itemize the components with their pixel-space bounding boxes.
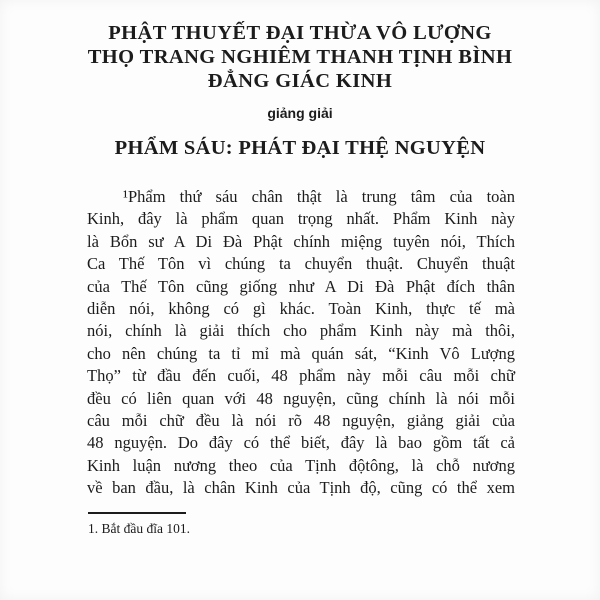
body-text-line: Thọ” từ đầu đến cuối, 48 phẩm này mỗi câu mỗi chữ <box>87 366 515 386</box>
body-text-line: về ban đầu, là chân Kinh của Tịnh độ, cũng có thể xem <box>87 478 515 498</box>
body-text-line: ¹Phẩm thứ sáu chân thật là trung tâm của toàn <box>123 187 515 206</box>
book-title-line: PHẬT THUYẾT ĐẠI THỪA VÔ LƯỢNG <box>108 22 492 44</box>
book-title <box>38 21 562 93</box>
body-text-line: 48 nguyện. Do đây có thể biết, đây là bao gồm tất cả <box>87 433 515 453</box>
body-text-line: nói, chính là giải thích cho phẩm Kinh này mà thôi, <box>87 321 515 341</box>
body-text-line: Kinh luận nương theo của Tịnh độtông, là chỗ nương <box>87 455 515 475</box>
chapter-heading: PHẨM SÁU: PHÁT ĐẠI THỆ NGUYỆN <box>114 137 486 159</box>
book-title-line: THỌ TRANG NGHIÊM THANH TỊNH BÌNH <box>87 46 513 68</box>
body-paragraph <box>87 186 515 499</box>
body-text-line: câu mỗi chữ đều là nói rõ 48 nguyện, giảng giải của <box>87 410 515 430</box>
body-text-line: diễn nói, không có gì khác. Toàn Kinh, thực tế mà <box>87 298 515 318</box>
body-text-line: Kinh, đây là phẩm quan trọng nhất. Phẩm Kinh này <box>87 209 515 229</box>
book-subtitle: giảng giải <box>267 105 333 121</box>
footnote-divider <box>88 512 186 514</box>
body-text-line: là Bổn sư A Di Đà Phật chính miệng tuyên nói, Thích <box>87 231 515 251</box>
body-text-line: của Thế Tôn cũng giống như A Di Đà Phật đích thân <box>87 276 515 296</box>
body-text-line: đều có liên quan với 48 nguyện, cũng chính là nói mỗi <box>87 388 515 408</box>
body-text-line: cho nên chúng ta tỉ mỉ mà quán sát, “Kinh Vô Lượng <box>87 343 515 363</box>
book-title-line: ĐẲNG GIÁC KINH <box>207 70 393 92</box>
body-text-line: Ca Thế Tôn vì chúng ta chuyển thuật. Chuyển thuật <box>87 254 515 274</box>
footnote-text: 1. Bắt đầu đĩa 101. <box>88 521 190 536</box>
